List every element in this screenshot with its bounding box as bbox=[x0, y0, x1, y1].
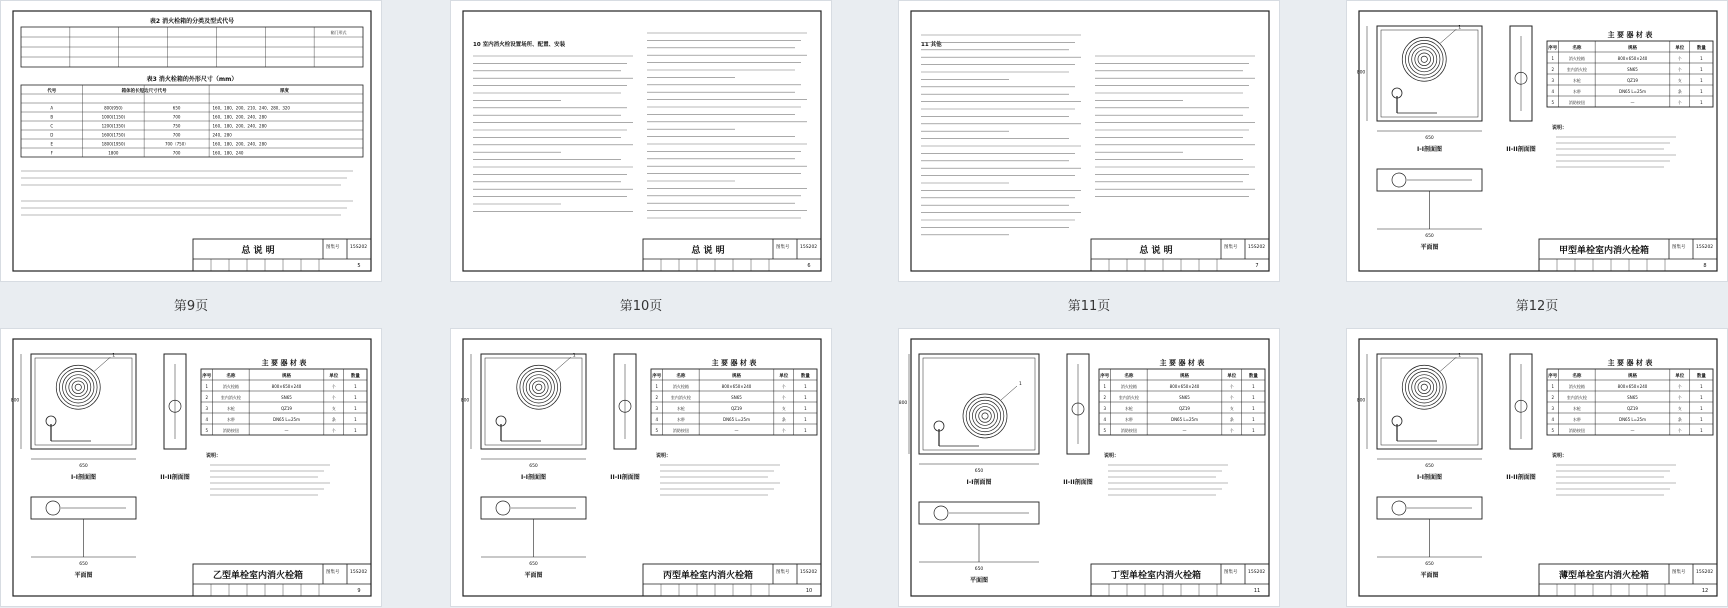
materials-cell: 条 bbox=[331, 417, 336, 422]
table3-cell: C bbox=[50, 123, 54, 129]
materials-cell: 水枪 bbox=[676, 406, 685, 411]
table3-cell: B bbox=[50, 114, 54, 120]
materials-cell: 1 bbox=[354, 428, 357, 433]
materials-cell: 3 bbox=[1551, 78, 1555, 83]
materials-cell: — bbox=[1630, 100, 1635, 105]
drawing-title: 丁型单栓室内消火栓箱 bbox=[1110, 571, 1202, 581]
materials-cell: QZ19 bbox=[280, 406, 292, 411]
materials-cell: DN65 L=25m bbox=[272, 417, 300, 422]
dimension-label: 650 bbox=[529, 464, 538, 469]
table2-header: 箱门形式 bbox=[330, 30, 347, 35]
materials-cell: DN65 L=25m bbox=[722, 417, 750, 422]
page-thumbnail[interactable] bbox=[898, 328, 1280, 607]
materials-cell: 个 bbox=[781, 384, 786, 389]
section-2-label: II-II剖面图 bbox=[160, 474, 190, 481]
materials-cell: DN65 L=25m bbox=[1170, 417, 1198, 422]
materials-cell: 5 bbox=[1551, 428, 1555, 433]
section-2-label: II-II剖面图 bbox=[1063, 479, 1093, 486]
materials-cell: 4 bbox=[1551, 417, 1555, 422]
materials-cell: — bbox=[734, 428, 739, 433]
table3-cell: 1800(1950) bbox=[101, 141, 126, 147]
page-number: 6 bbox=[807, 263, 811, 269]
materials-cell: 水枪 bbox=[1124, 406, 1133, 411]
notes-title: 说明： bbox=[1104, 453, 1120, 459]
materials-cell: 1 bbox=[1700, 428, 1703, 433]
materials-cell: 水带 bbox=[226, 417, 235, 422]
materials-cell: 1 bbox=[205, 384, 209, 389]
materials-title: 主 要 器 材 表 bbox=[1607, 31, 1653, 39]
materials-cell: QZ19 bbox=[1626, 406, 1638, 411]
materials-cell: 室内消火栓 bbox=[1566, 395, 1587, 400]
dimension-label: 800 bbox=[899, 401, 908, 406]
footer-label: 图集号 bbox=[1672, 570, 1686, 575]
materials-cell: 1 bbox=[804, 417, 807, 422]
footer-label: 图集号 bbox=[776, 570, 790, 575]
page-number: 8 bbox=[1703, 263, 1707, 269]
leader-number: 1 bbox=[572, 353, 576, 359]
materials-cell: 1 bbox=[1252, 384, 1255, 389]
section-1-label: I-I剖面图 bbox=[1417, 474, 1442, 481]
materials-cell: 2 bbox=[1103, 395, 1107, 400]
materials-cell: 1 bbox=[804, 428, 807, 433]
materials-cell: 水带 bbox=[1124, 417, 1133, 422]
materials-header: 规格 bbox=[1627, 46, 1637, 51]
materials-cell: 4 bbox=[205, 417, 209, 422]
materials-cell: 个 bbox=[781, 428, 786, 433]
dimension-label: 650 bbox=[529, 562, 538, 567]
materials-cell: DN65 L=25m bbox=[1618, 417, 1646, 422]
dimension-label: 650 bbox=[79, 562, 88, 567]
materials-cell: 个 bbox=[1677, 428, 1682, 433]
materials-cell: 1 bbox=[1700, 395, 1703, 400]
materials-cell: 个 bbox=[781, 395, 786, 400]
materials-header: 单位 bbox=[779, 374, 789, 379]
materials-cell: — bbox=[1182, 428, 1187, 433]
materials-cell: 5 bbox=[205, 428, 209, 433]
dimension-label: 800 bbox=[1356, 70, 1366, 76]
materials-cell: QZ19 bbox=[730, 406, 742, 411]
materials-header: 数量 bbox=[1696, 374, 1706, 379]
materials-cell: 1 bbox=[1700, 417, 1703, 422]
materials-cell: 800×650×240 bbox=[1617, 56, 1648, 61]
materials-cell: 消火栓箱 bbox=[1568, 384, 1585, 389]
table3-cell: 160、180、200、240、280 bbox=[212, 141, 267, 147]
dimension-label: 650 bbox=[974, 567, 984, 572]
notes-title: 说明： bbox=[1552, 125, 1568, 131]
materials-header: 数量 bbox=[350, 374, 360, 379]
materials-cell: 支 bbox=[1677, 406, 1682, 411]
materials-cell: 室内消火栓 bbox=[1566, 67, 1587, 72]
footer-label: 图集号 bbox=[326, 570, 340, 575]
table3-title: 表3 消火栓箱的外形尺寸（mm） bbox=[146, 76, 238, 83]
page-drawing bbox=[1, 1, 383, 283]
table3-cell: 1800 bbox=[108, 150, 119, 156]
materials-cell: 1 bbox=[804, 406, 807, 411]
materials-cell: 2 bbox=[1551, 67, 1555, 72]
page-drawing bbox=[899, 329, 1281, 608]
plan-label: 平面图 bbox=[969, 577, 989, 584]
materials-cell: SN65 bbox=[1179, 395, 1190, 400]
section-1-label: I-I剖面图 bbox=[1417, 146, 1442, 153]
materials-header: 名称 bbox=[226, 374, 236, 379]
leader-number: 1 bbox=[1458, 25, 1462, 31]
page-thumbnail[interactable] bbox=[0, 328, 382, 607]
dimension-label: 650 bbox=[974, 469, 984, 474]
materials-cell: 800×650×240 bbox=[271, 384, 302, 389]
materials-cell: 室内消火栓 bbox=[670, 395, 691, 400]
materials-cell: 1 bbox=[1551, 56, 1555, 61]
materials-cell: 1 bbox=[1700, 78, 1703, 83]
dimension-label: 800 bbox=[10, 398, 20, 404]
materials-cell: SN65 bbox=[1627, 67, 1638, 72]
materials-cell: 消火栓箱 bbox=[222, 384, 239, 389]
notes-title: 说明： bbox=[206, 453, 222, 459]
plan-label: 平面图 bbox=[1420, 244, 1439, 251]
materials-cell: 1 bbox=[1252, 417, 1255, 422]
materials-header: 名称 bbox=[1572, 46, 1582, 51]
notes-title: 说明： bbox=[1552, 453, 1568, 459]
table3-cell: D bbox=[50, 132, 54, 138]
materials-cell: 1 bbox=[655, 384, 659, 389]
atlas-code: 15S202 bbox=[350, 570, 368, 575]
materials-cell: 室内消火栓 bbox=[1118, 395, 1139, 400]
materials-cell: 1 bbox=[354, 406, 357, 411]
table3-cell: 700 bbox=[172, 132, 181, 138]
materials-cell: SN65 bbox=[1627, 395, 1638, 400]
atlas-code: 15S202 bbox=[350, 245, 368, 250]
materials-cell: 1 bbox=[1252, 395, 1255, 400]
materials-cell: 1 bbox=[1700, 406, 1703, 411]
materials-cell: 2 bbox=[655, 395, 659, 400]
materials-cell: 1 bbox=[1700, 384, 1703, 389]
section-1-label: I-I剖面图 bbox=[521, 474, 546, 481]
page-number: 10 bbox=[805, 588, 813, 594]
materials-cell: 消防按钮 bbox=[1120, 428, 1137, 433]
materials-title: 主 要 器 材 表 bbox=[1607, 359, 1653, 367]
page-drawing bbox=[451, 1, 833, 283]
materials-cell: 个 bbox=[331, 428, 336, 433]
section-1-label: I-I剖面图 bbox=[71, 474, 96, 481]
materials-cell: 个 bbox=[1677, 395, 1682, 400]
materials-cell: 4 bbox=[1103, 417, 1107, 422]
materials-cell: 个 bbox=[1229, 384, 1234, 389]
dimension-label: 650 bbox=[1425, 234, 1434, 239]
page-number: 12 bbox=[1701, 588, 1709, 594]
materials-cell: 消火栓箱 bbox=[1120, 384, 1137, 389]
materials-cell: 消防按钮 bbox=[1568, 100, 1585, 105]
table3-cell: 650 bbox=[172, 105, 181, 111]
page-caption: 第11页 bbox=[1067, 299, 1111, 314]
dimension-label: 800 bbox=[460, 398, 470, 404]
materials-header: 规格 bbox=[281, 374, 291, 379]
table3-col-depth: 厚度 bbox=[279, 89, 289, 94]
page-caption: 第12页 bbox=[1515, 299, 1559, 314]
atlas-code: 15S202 bbox=[1248, 245, 1266, 250]
materials-cell: 个 bbox=[331, 384, 336, 389]
materials-header: 序号 bbox=[652, 374, 662, 379]
table3-cell: F bbox=[50, 150, 53, 156]
materials-cell: 1 bbox=[1700, 56, 1703, 61]
drawing-title: 总 说 明 bbox=[691, 246, 725, 256]
table3-cell: 1600(1750) bbox=[101, 132, 126, 138]
materials-header: 单位 bbox=[1675, 374, 1685, 379]
footer-label: 图集号 bbox=[776, 245, 790, 250]
materials-header: 规格 bbox=[731, 374, 741, 379]
materials-cell: 支 bbox=[1229, 406, 1234, 411]
materials-cell: 1 bbox=[1700, 67, 1703, 72]
drawing-title: 总 说 明 bbox=[241, 246, 275, 256]
page-number: 7 bbox=[1255, 263, 1259, 269]
materials-cell: 水带 bbox=[1572, 89, 1581, 94]
table3-cell: 160、180、200、210、240、280、320 bbox=[212, 105, 290, 111]
page-drawing bbox=[899, 1, 1281, 283]
page-thumbnail[interactable] bbox=[1346, 0, 1728, 282]
page-number: 11 bbox=[1253, 588, 1261, 594]
atlas-code: 15S202 bbox=[1248, 570, 1266, 575]
notes-title: 说明： bbox=[656, 453, 672, 459]
materials-cell: 条 bbox=[1229, 417, 1234, 422]
materials-cell: SN65 bbox=[281, 395, 292, 400]
materials-cell: 3 bbox=[1103, 406, 1107, 411]
materials-header: 名称 bbox=[1572, 374, 1582, 379]
table3-cell: 800(950) bbox=[104, 105, 123, 111]
materials-header: 规格 bbox=[1179, 374, 1189, 379]
dimension-label: 650 bbox=[1425, 562, 1434, 567]
materials-cell: — bbox=[284, 428, 289, 433]
materials-cell: 1 bbox=[804, 395, 807, 400]
page-thumbnail[interactable] bbox=[1346, 328, 1728, 607]
materials-title: 主 要 器 材 表 bbox=[261, 359, 307, 367]
atlas-code: 15S202 bbox=[800, 570, 818, 575]
materials-cell: 水带 bbox=[676, 417, 685, 422]
materials-cell: 1 bbox=[1700, 89, 1703, 94]
materials-cell: 消防按钮 bbox=[222, 428, 239, 433]
plan-label: 平面图 bbox=[524, 572, 543, 579]
table3-cell: E bbox=[50, 141, 54, 147]
page-drawing bbox=[1347, 329, 1728, 608]
materials-cell: 个 bbox=[1677, 384, 1682, 389]
section-2-label: II-II剖面图 bbox=[1506, 146, 1536, 153]
materials-cell: 1 bbox=[354, 395, 357, 400]
materials-cell: 室内消火栓 bbox=[220, 395, 241, 400]
materials-cell: 消火栓箱 bbox=[672, 384, 689, 389]
materials-cell: 水枪 bbox=[226, 406, 235, 411]
materials-cell: 个 bbox=[1229, 428, 1234, 433]
materials-cell: 1 bbox=[1551, 384, 1555, 389]
materials-cell: 1 bbox=[1252, 406, 1255, 411]
materials-cell: 支 bbox=[781, 406, 786, 411]
materials-cell: 4 bbox=[655, 417, 659, 422]
atlas-code: 15S202 bbox=[1696, 570, 1714, 575]
materials-cell: 3 bbox=[205, 406, 209, 411]
leader-number: 1 bbox=[1458, 353, 1462, 359]
drawing-title: 薄型单栓室内消火栓箱 bbox=[1558, 571, 1650, 581]
section-2-label: II-II剖面图 bbox=[1506, 474, 1536, 481]
section-2-label: II-II剖面图 bbox=[610, 474, 640, 481]
section-heading: 11 其他 bbox=[921, 42, 942, 48]
footer-label: 图集号 bbox=[326, 245, 340, 250]
materials-cell: — bbox=[1630, 428, 1635, 433]
materials-header: 数量 bbox=[800, 374, 810, 379]
page-caption: 第9页 bbox=[173, 299, 209, 314]
page-number: 5 bbox=[357, 263, 361, 269]
materials-cell: 消防按钮 bbox=[1568, 428, 1585, 433]
table3-cell: 700 bbox=[172, 114, 181, 120]
page-thumbnail[interactable] bbox=[898, 0, 1280, 282]
materials-cell: 支 bbox=[1677, 78, 1682, 83]
materials-cell: 消火栓箱 bbox=[1568, 56, 1585, 61]
table3-col-code: 代号 bbox=[47, 89, 57, 94]
materials-title: 主 要 器 材 表 bbox=[1159, 359, 1205, 367]
materials-cell: 4 bbox=[1551, 89, 1555, 94]
materials-cell: DN65 L=25m bbox=[1618, 89, 1646, 94]
table3-cell: A bbox=[50, 105, 54, 111]
materials-header: 数量 bbox=[1248, 374, 1258, 379]
materials-cell: 3 bbox=[1551, 406, 1555, 411]
table3-col-size: 箱体的长短边尺寸代号 bbox=[121, 89, 167, 94]
materials-cell: 1 bbox=[1700, 100, 1703, 105]
dimension-label: 650 bbox=[79, 464, 88, 469]
drawing-title: 乙型单栓室内消火栓箱 bbox=[212, 571, 304, 581]
table3-cell: 240、280 bbox=[212, 132, 232, 138]
materials-cell: 个 bbox=[1229, 395, 1234, 400]
materials-header: 单位 bbox=[1227, 374, 1237, 379]
materials-cell: 800×650×240 bbox=[721, 384, 752, 389]
materials-cell: 2 bbox=[1551, 395, 1555, 400]
table3-cell: 1000(1150) bbox=[101, 114, 126, 120]
materials-header: 数量 bbox=[1696, 46, 1706, 51]
footer-label: 图集号 bbox=[1224, 570, 1238, 575]
materials-cell: 5 bbox=[655, 428, 659, 433]
page-number: 9 bbox=[357, 588, 361, 594]
materials-title: 主 要 器 材 表 bbox=[711, 359, 757, 367]
materials-cell: 1 bbox=[354, 384, 357, 389]
materials-header: 名称 bbox=[676, 374, 686, 379]
materials-cell: QZ19 bbox=[1178, 406, 1190, 411]
table2-title: 表2 消火栓箱的分类及型式代号 bbox=[149, 18, 235, 25]
materials-cell: 1 bbox=[804, 384, 807, 389]
materials-header: 单位 bbox=[1675, 46, 1685, 51]
section-heading: 10 室内消火栓设置场所、配置、安装 bbox=[473, 42, 566, 48]
drawing-title: 甲型单栓室内消火栓箱 bbox=[1558, 246, 1650, 256]
section-1-label: I-I剖面图 bbox=[966, 479, 992, 486]
table3-cell: 160、180、200、240、280 bbox=[212, 123, 267, 129]
materials-cell: 个 bbox=[1677, 56, 1682, 61]
materials-header: 序号 bbox=[1548, 46, 1558, 51]
materials-cell: 2 bbox=[205, 395, 209, 400]
materials-cell: 个 bbox=[1677, 100, 1682, 105]
dimension-label: 650 bbox=[1425, 464, 1434, 469]
materials-cell: QZ19 bbox=[1626, 78, 1638, 83]
footer-label: 图集号 bbox=[1224, 245, 1238, 250]
materials-header: 序号 bbox=[1100, 374, 1110, 379]
dimension-label: 800 bbox=[1356, 398, 1366, 404]
materials-header: 序号 bbox=[1548, 374, 1558, 379]
materials-cell: 800×650×240 bbox=[1169, 384, 1200, 389]
materials-cell: 个 bbox=[331, 395, 336, 400]
page-drawing bbox=[1347, 1, 1728, 283]
footer-label: 图集号 bbox=[1672, 245, 1686, 250]
materials-cell: 水枪 bbox=[1572, 406, 1581, 411]
page-thumbnail[interactable] bbox=[450, 0, 832, 282]
table3-cell: 750 bbox=[172, 123, 181, 129]
materials-cell: 1 bbox=[1103, 384, 1107, 389]
plan-label: 平面图 bbox=[1420, 572, 1439, 579]
plan-label: 平面图 bbox=[74, 572, 93, 579]
materials-cell: 1 bbox=[1252, 428, 1255, 433]
materials-cell: 条 bbox=[1677, 417, 1682, 422]
atlas-code: 15S202 bbox=[800, 245, 818, 250]
materials-header: 单位 bbox=[329, 374, 339, 379]
page-thumbnail[interactable] bbox=[450, 328, 832, 607]
materials-cell: 1 bbox=[354, 417, 357, 422]
table3-cell: 700 bbox=[172, 150, 181, 156]
materials-cell: 5 bbox=[1551, 100, 1555, 105]
table3-cell: 700（750） bbox=[164, 141, 189, 147]
materials-header: 名称 bbox=[1124, 374, 1134, 379]
materials-cell: 消防按钮 bbox=[672, 428, 689, 433]
leader-number: 1 bbox=[1019, 382, 1022, 387]
table3-cell: 160、180、240 bbox=[212, 150, 244, 156]
materials-header: 规格 bbox=[1627, 374, 1637, 379]
materials-cell: 条 bbox=[1677, 89, 1682, 94]
page-caption: 第10页 bbox=[619, 299, 663, 314]
drawing-title: 总 说 明 bbox=[1139, 246, 1173, 256]
page-drawing bbox=[451, 329, 833, 608]
page-drawing bbox=[1, 329, 383, 608]
materials-cell: 3 bbox=[655, 406, 659, 411]
materials-cell: 5 bbox=[1103, 428, 1107, 433]
drawing-title: 丙型单栓室内消火栓箱 bbox=[662, 571, 754, 581]
materials-cell: 水带 bbox=[1572, 417, 1581, 422]
table3-cell: 1200(1350) bbox=[101, 123, 126, 129]
materials-cell: 条 bbox=[781, 417, 786, 422]
table3-cell: 160、180、200、240、280 bbox=[212, 114, 267, 120]
materials-cell: 个 bbox=[1677, 67, 1682, 72]
materials-cell: 水枪 bbox=[1572, 78, 1581, 83]
materials-cell: 800×650×240 bbox=[1617, 384, 1648, 389]
materials-header: 序号 bbox=[202, 374, 212, 379]
materials-cell: 支 bbox=[331, 406, 336, 411]
materials-cell: SN65 bbox=[731, 395, 742, 400]
page-thumbnail[interactable] bbox=[0, 0, 382, 282]
leader-number: 1 bbox=[112, 353, 116, 359]
atlas-code: 15S202 bbox=[1696, 245, 1714, 250]
dimension-label: 650 bbox=[1425, 136, 1434, 141]
